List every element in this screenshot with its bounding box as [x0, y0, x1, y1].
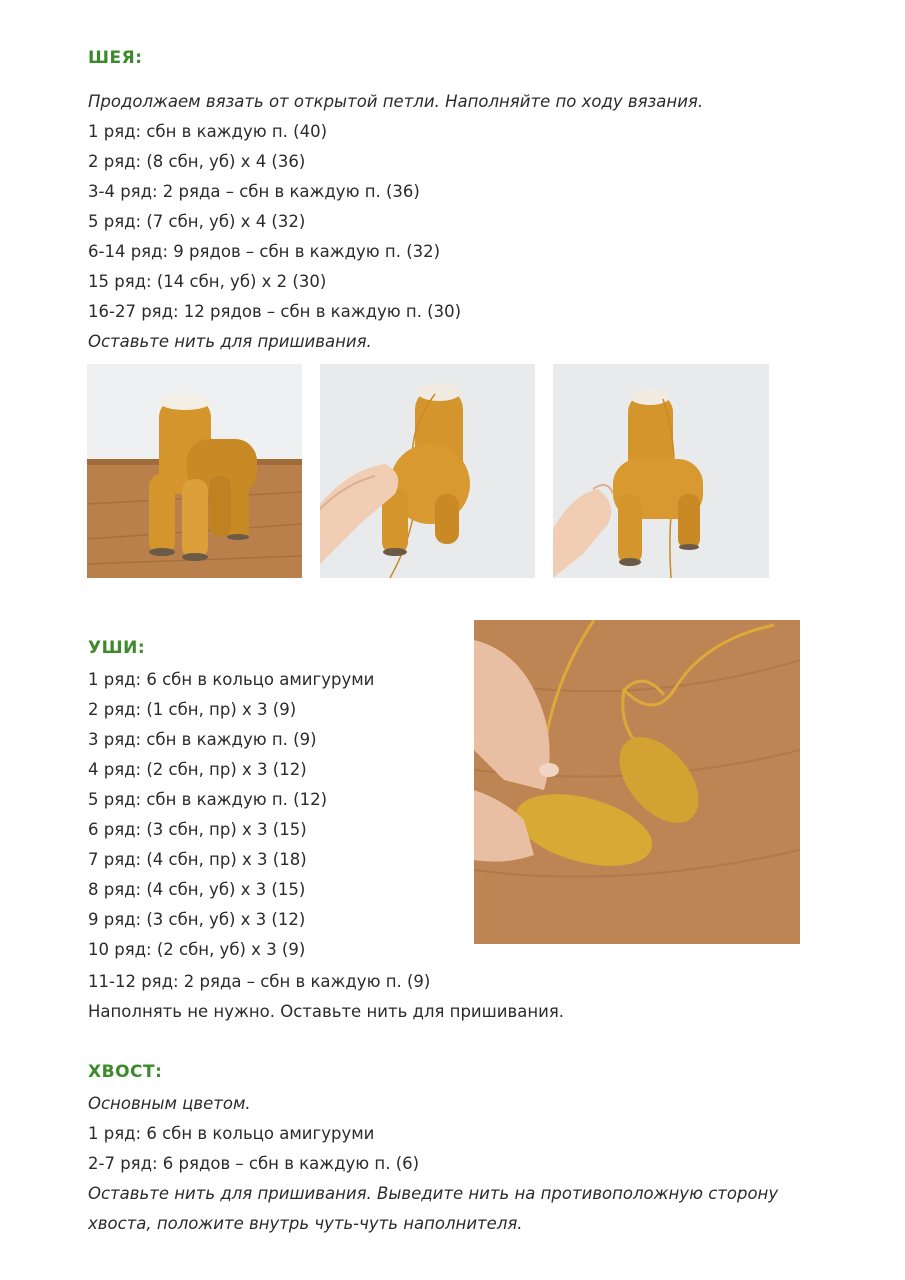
photo-body-in-hand-front: [320, 364, 535, 578]
neck-outro: Оставьте нить для пришивания.: [88, 332, 372, 351]
ears-row: 10 ряд: (2 сбн, уб) х 3 (9): [88, 940, 306, 959]
ears-row: 2 ряд: (1 сбн, пр) х 3 (9): [88, 700, 297, 719]
ears-row: 1 ряд: 6 сбн в кольцо амигуруми: [88, 670, 375, 689]
ears-row: 7 ряд: (4 сбн, пр) х 3 (18): [88, 850, 307, 869]
photo-body-on-table: [87, 364, 302, 578]
photo-ears: [474, 620, 800, 944]
ears-row: 9 ряд: (3 сбн, уб) х 3 (12): [88, 910, 306, 929]
neck-row: 3-4 ряд: 2 ряда – сбн в каждую п. (36): [88, 182, 420, 201]
section-title-neck: ШЕЯ:: [88, 48, 143, 68]
neck-row: 1 ряд: сбн в каждую п. (40): [88, 122, 328, 141]
ears-row: 8 ряд: (4 сбн, уб) х 3 (15): [88, 880, 306, 899]
section-title-ears: УШИ:: [88, 638, 146, 658]
tail-row: 1 ряд: 6 сбн в кольцо амигуруми: [88, 1124, 375, 1143]
ears-outro: Наполнять не нужно. Оставьте нить для пришивания.: [88, 1002, 564, 1021]
ears-row: 11-12 ряд: 2 ряда – сбн в каждую п. (9): [88, 972, 431, 991]
ears-row: 4 ряд: (2 сбн, пр) х 3 (12): [88, 760, 307, 779]
neck-row: 2 ряд: (8 сбн, уб) х 4 (36): [88, 152, 306, 171]
tail-intro: Основным цветом.: [88, 1094, 251, 1113]
neck-row: 6-14 ряд: 9 рядов – сбн в каждую п. (32): [88, 242, 441, 261]
section-title-tail: ХВОСТ:: [88, 1062, 163, 1082]
tail-outro-line-2: хвоста, положите внутрь чуть-чуть наполнителя.: [88, 1214, 523, 1233]
neck-row: 15 ряд: (14 сбн, уб) х 2 (30): [88, 272, 327, 291]
tail-row: 2-7 ряд: 6 рядов – сбн в каждую п. (6): [88, 1154, 420, 1173]
neck-row: 5 ряд: (7 сбн, уб) х 4 (32): [88, 212, 306, 231]
tail-outro-line-1: Оставьте нить для пришивания. Выведите нить на противоположную сторону: [88, 1184, 779, 1203]
ears-row: 6 ряд: (3 сбн, пр) х 3 (15): [88, 820, 307, 839]
neck-intro: Продолжаем вязать от открытой петли. Наполняйте по ходу вязания.: [88, 92, 704, 111]
photo-body-in-hand-side: [553, 364, 769, 578]
ears-row: 3 ряд: сбн в каждую п. (9): [88, 730, 317, 749]
ears-row: 5 ряд: сбн в каждую п. (12): [88, 790, 328, 809]
neck-row: 16-27 ряд: 12 рядов – сбн в каждую п. (30): [88, 302, 462, 321]
